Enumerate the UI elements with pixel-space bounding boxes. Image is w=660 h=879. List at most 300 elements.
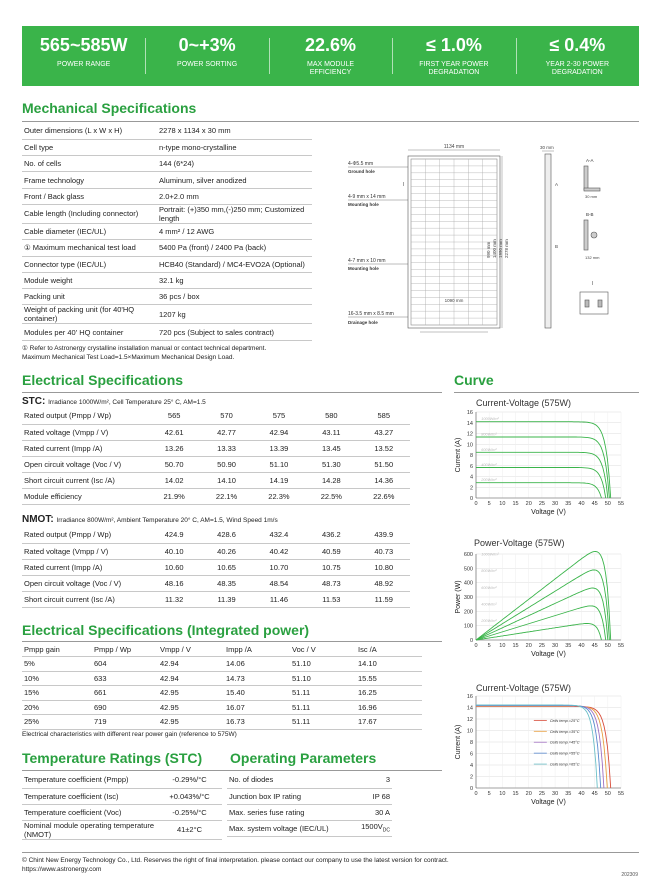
table-cell: 51.10	[253, 456, 305, 472]
table-cell: 719	[92, 715, 158, 730]
table-cell: Frame technology	[22, 172, 157, 188]
x-tick-label: 40	[578, 643, 585, 649]
x-axis-label: Voltage (V)	[531, 509, 566, 516]
table-cell: 42.61	[148, 424, 200, 440]
table-row	[22, 324, 312, 340]
x-axis-label: Voltage (V)	[531, 799, 566, 806]
y-tick-label: 600	[463, 552, 473, 558]
nmot-heading: NMOT: Irradiance 800W/m², Ambient Temperature 20° C, AM=1.5, Wind Speed 1m/s	[22, 514, 278, 525]
series-label: Cells temp.=25°C	[549, 718, 580, 723]
mechanical-drawing	[330, 140, 640, 340]
temp-title: Temperature Ratings (STC)	[22, 750, 203, 766]
table-row	[22, 204, 312, 223]
table-cell: 36 pcs / box	[157, 289, 312, 305]
nmot-table	[22, 527, 410, 608]
table-cell: 22.5%	[305, 488, 357, 504]
y-axis-label: Current (A)	[455, 724, 462, 760]
table-cell: Modules per 40' HQ container	[22, 324, 157, 340]
table-cell: 40.73	[358, 543, 410, 559]
x-tick-label: 25	[538, 643, 545, 649]
table-cell: 48.35	[200, 575, 252, 591]
table-cell: 20%	[22, 700, 92, 715]
table-cell: 5400 Pa (front) / 2400 Pa (back)	[157, 240, 312, 256]
table-row	[22, 642, 422, 657]
series-label: Cells temp.=65°C	[549, 762, 580, 767]
drawing-label: 16-3.5 mm x 8.5 mm	[348, 311, 394, 317]
iv-chart-irradiance	[450, 408, 635, 520]
table-row	[22, 657, 422, 672]
footer: © Chint New Energy Technology Co., Ltd. Reserves the right of final interpretation. please contact our company to use the latest version for contract. https://www.astronergy.com	[22, 857, 449, 873]
height-dim: 990 mm	[486, 241, 491, 258]
table-cell: 15.40	[224, 686, 290, 701]
y-tick-label: 0	[469, 786, 473, 792]
table-cell: Packing unit	[22, 289, 157, 305]
table-cell: 10.65	[200, 559, 252, 575]
table-row	[22, 123, 312, 139]
table-cell: 42.95	[158, 715, 224, 730]
x-tick-label: 10	[499, 791, 506, 797]
table-cell: -0.29%/°C	[157, 772, 222, 788]
bottom-dim: 1090 mm	[444, 298, 464, 303]
table-cell: Aluminum, silver anodized	[157, 172, 312, 188]
series-line	[476, 706, 611, 788]
table-cell: 580	[305, 408, 357, 424]
table-cell: 41±2°C	[157, 820, 222, 839]
table-cell: Portrait: (+)350 mm,(-)250 mm; Customized length	[157, 204, 312, 223]
table-cell: ① Maximum mechanical test load	[22, 240, 157, 256]
table-row	[22, 408, 410, 424]
table-cell: 14.10	[200, 472, 252, 488]
table-cell: 22.6%	[358, 488, 410, 504]
y-tick-label: 6	[469, 463, 473, 470]
table-cell: Vmpp / V	[158, 642, 224, 657]
height-dim: 1990 mm	[498, 239, 503, 258]
series-label: 800W/m²	[481, 432, 497, 437]
table-row	[22, 256, 312, 272]
table-cell: 51.10	[290, 657, 356, 672]
section-b: B-B	[586, 212, 594, 217]
x-tick-label: 20	[525, 791, 532, 797]
table-cell: 50.90	[200, 456, 252, 472]
table-cell: 14.36	[358, 472, 410, 488]
table-cell: Open circuit voltage (Voc / V)	[22, 456, 148, 472]
table-cell: 4 mm² / 12 AWG	[157, 223, 312, 239]
x-tick-label: 35	[565, 501, 572, 507]
table-cell: Cell type	[22, 139, 157, 155]
x-tick-label: 55	[617, 501, 625, 507]
drawing-label: Drainage hole	[348, 320, 378, 325]
x-tick-label: 40	[578, 501, 585, 507]
table-cell: 16.73	[224, 715, 290, 730]
table-cell: 42.94	[253, 424, 305, 440]
integ-table	[22, 642, 422, 730]
table-cell: 565	[148, 408, 200, 424]
y-tick-label: 4	[469, 763, 473, 769]
table-cell: 432.4	[253, 527, 305, 543]
elec-title: Electrical Specifications	[22, 372, 184, 388]
x-axis-label: Voltage (V)	[531, 651, 566, 658]
table-row	[22, 575, 410, 591]
table-row	[227, 804, 392, 820]
table-cell: 11.46	[253, 591, 305, 607]
x-tick-label: 45	[591, 643, 598, 649]
table-cell: 22.1%	[200, 488, 252, 504]
x-tick-label: 40	[578, 791, 585, 797]
table-cell: 14.02	[148, 472, 200, 488]
table-row	[22, 488, 410, 504]
table-row	[22, 700, 422, 715]
y-tick-label: 0	[469, 496, 473, 502]
x-tick-label: 25	[538, 791, 545, 797]
table-cell: Cable length (Including connector)	[22, 204, 157, 223]
y-axis-label: Current (A)	[455, 437, 462, 473]
y-tick-label: 300	[463, 595, 473, 601]
mark-i: I	[403, 182, 405, 188]
x-tick-label: 5	[487, 501, 491, 507]
table-row	[22, 472, 410, 488]
table-cell: Module efficiency	[22, 488, 148, 504]
integ-title: Electrical Specifications (Integrated power)	[22, 622, 310, 638]
table-cell: 30 A	[347, 804, 392, 820]
series-label: 200W/m²	[481, 478, 497, 483]
table-cell: No. of diodes	[227, 772, 347, 788]
table-cell: 51.10	[290, 671, 356, 686]
y-tick-label: 400	[463, 580, 473, 587]
table-cell: 42.95	[158, 700, 224, 715]
table-cell: 436.2	[305, 527, 357, 543]
table-cell: 439.9	[358, 527, 410, 543]
table-row	[22, 804, 222, 820]
table-row	[22, 188, 312, 204]
table-cell: 14.10	[356, 657, 422, 672]
table-cell: HCB40 (Standard) / MC4-EVO2A (Optional)	[157, 256, 312, 272]
iv-chart-temperature	[450, 692, 635, 810]
x-tick-label: 30	[552, 643, 559, 649]
table-cell: No. of cells	[22, 156, 157, 172]
table-cell: Module weight	[22, 272, 157, 288]
banner-cell: ≤ 0.4% YEAR 2-30 POWER DEGRADATION	[516, 26, 639, 86]
table-cell: Temperature coefficient (Pmpp)	[22, 772, 157, 788]
x-tick-label: 50	[604, 643, 611, 649]
series-label: 600W/m²	[481, 585, 497, 590]
table-cell: Connector type (IEC/UL)	[22, 256, 157, 272]
x-tick-label: 0	[474, 791, 478, 797]
table-cell: 42.77	[200, 424, 252, 440]
chart-title: Current-Voltage (575W)	[476, 398, 572, 408]
y-tick-label: 12	[466, 431, 473, 438]
table-cell: Impp /A	[224, 642, 290, 657]
website-link[interactable]: https://www.astronergy.com	[22, 866, 102, 873]
drawing-label: 4-Φ5.5 mm	[348, 161, 374, 167]
series-line	[476, 483, 602, 498]
table-cell: 144 (6*24)	[157, 156, 312, 172]
table-row	[22, 772, 222, 788]
pv-chart-irradiance	[450, 550, 635, 662]
table-row	[22, 671, 422, 686]
table-cell: 13.39	[253, 440, 305, 456]
table-cell: 40.10	[148, 543, 200, 559]
mark-a: A	[555, 182, 559, 187]
y-tick-label: 500	[463, 566, 473, 573]
table-row	[22, 172, 312, 188]
series-label: 200W/m²	[481, 619, 497, 624]
x-tick-label: 35	[565, 643, 572, 649]
y-tick-label: 6	[469, 751, 473, 758]
doc-code: 202309	[621, 872, 638, 878]
banner-cell: 22.6% MAX MODULE EFFICIENCY	[269, 26, 392, 86]
x-tick-label: 55	[617, 791, 625, 797]
x-tick-label: 10	[499, 501, 506, 507]
table-cell: 16.96	[356, 700, 422, 715]
drawing-label: 4-9 mm x 14 mm	[348, 194, 386, 200]
chart-title: Power-Voltage (575W)	[474, 538, 565, 548]
drawing-label: 4-7 mm x 10 mm	[348, 258, 386, 264]
series-label: 400W/m²	[481, 462, 497, 467]
table-cell: Short circuit current (Isc /A)	[22, 591, 148, 607]
table-cell: 48.92	[358, 575, 410, 591]
curve-title: Curve	[454, 372, 494, 388]
banner-cell: ≤ 1.0% FIRST YEAR POWER DEGRADATION	[392, 26, 515, 86]
y-tick-label: 2	[469, 485, 473, 492]
table-cell: 50.70	[148, 456, 200, 472]
table-cell: 25%	[22, 715, 92, 730]
integ-note: Electrical characteristics with different rear power gain (reference to 575W)	[22, 731, 237, 738]
table-row	[22, 440, 410, 456]
y-tick-label: 12	[466, 717, 473, 723]
series-label: 1000W/m²	[481, 552, 499, 557]
table-row	[22, 156, 312, 172]
x-tick-label: 50	[604, 791, 611, 797]
table-cell: 51.11	[290, 700, 356, 715]
table-cell: 13.45	[305, 440, 357, 456]
table-cell: 40.26	[200, 543, 252, 559]
table-cell: 15.55	[356, 671, 422, 686]
table-cell: 10.70	[253, 559, 305, 575]
depth-dim: 30 mm	[540, 145, 554, 150]
table-cell: 570	[200, 408, 252, 424]
dim-b: 132 mm	[585, 255, 600, 260]
stc-table	[22, 408, 410, 505]
x-tick-label: 5	[487, 791, 491, 797]
table-cell: 17.67	[356, 715, 422, 730]
x-tick-label: 5	[487, 643, 491, 649]
table-cell: 10.75	[305, 559, 357, 575]
x-tick-label: 45	[591, 501, 598, 507]
table-cell: $1500V_{DC}$	[347, 820, 392, 836]
table-row	[22, 591, 410, 607]
table-cell: 633	[92, 671, 158, 686]
x-tick-label: 20	[525, 643, 532, 649]
y-tick-label: 8	[469, 453, 473, 459]
stc-heading: STC: Irradiance 1000W/m², Cell Temperature 25° C, AM=1.5	[22, 396, 206, 407]
y-tick-label: 16	[466, 410, 473, 416]
table-cell: Temperature coefficient (Isc)	[22, 788, 157, 804]
dim-a: 30 mm	[585, 194, 598, 199]
table-cell: 5%	[22, 657, 92, 672]
table-cell: 3	[347, 772, 392, 788]
table-cell: 51.11	[290, 686, 356, 701]
drawing-label: Ground hole	[348, 169, 375, 174]
x-tick-label: 45	[591, 791, 598, 797]
table-cell: 48.73	[305, 575, 357, 591]
table-cell: 14.06	[224, 657, 290, 672]
series-label: 600W/m²	[481, 447, 497, 452]
table-cell: 2278 x 1134 x 30 mm	[157, 123, 312, 139]
table-cell: 21.9%	[148, 488, 200, 504]
x-tick-label: 15	[512, 791, 519, 797]
table-cell: 575	[253, 408, 305, 424]
table-cell: Pmpp gain	[22, 642, 92, 657]
mark-b: B	[555, 244, 559, 249]
table-cell: Outer dimensions (L x W x H)	[22, 123, 157, 139]
table-cell: Rated current (Impp /A)	[22, 559, 148, 575]
table-cell: Voc / V	[290, 642, 356, 657]
table-cell: 40.42	[253, 543, 305, 559]
table-cell: Rated current (Impp /A)	[22, 440, 148, 456]
y-axis-label: Power (W)	[455, 580, 462, 614]
table-cell: 604	[92, 657, 158, 672]
series-label: Cells temp.=55°C	[549, 751, 580, 756]
table-cell: Rated voltage (Vmpp / V)	[22, 424, 148, 440]
table-cell: 16.25	[356, 686, 422, 701]
chart-title: Current-Voltage (575W)	[476, 683, 572, 693]
table-cell: Cable diameter (IEC/UL)	[22, 223, 157, 239]
table-row	[22, 272, 312, 288]
table-cell: Weight of packing unit (for 40'HQ container)	[22, 305, 157, 324]
x-tick-label: 0	[474, 643, 478, 649]
table-cell: 51.11	[290, 715, 356, 730]
table-cell: 11.59	[358, 591, 410, 607]
drawing-label: Mounting hole	[348, 202, 379, 207]
table-row	[22, 559, 410, 575]
y-tick-label: 200	[463, 609, 473, 616]
table-cell: 13.52	[358, 440, 410, 456]
table-row	[22, 424, 410, 440]
section-a: A-A	[586, 158, 594, 163]
table-cell: Front / Back glass	[22, 188, 157, 204]
x-tick-label: 30	[552, 501, 559, 507]
table-cell: Max. system voltage (IEC/UL)	[227, 820, 347, 836]
table-cell: 10.80	[358, 559, 410, 575]
y-tick-label: 100	[463, 623, 473, 630]
series-label: 800W/m²	[481, 569, 497, 574]
table-cell: 14.28	[305, 472, 357, 488]
table-row	[22, 686, 422, 701]
table-cell: 10.60	[148, 559, 200, 575]
table-row	[22, 223, 312, 239]
x-tick-label: 0	[474, 501, 478, 507]
table-cell: 585	[358, 408, 410, 424]
series-label: Cells temp.=35°C	[549, 729, 580, 734]
table-row	[22, 527, 410, 543]
table-cell: IP 68	[347, 788, 392, 804]
table-cell: 690	[92, 700, 158, 715]
y-tick-label: 10	[466, 728, 473, 735]
table-cell: 32.1 kg	[157, 272, 312, 288]
x-tick-label: 35	[565, 791, 572, 797]
mech-title: Mechanical Specifications	[22, 100, 197, 116]
table-cell: 13.33	[200, 440, 252, 456]
dc-subscript: DC	[382, 827, 390, 834]
banner-cell: 0~+3% POWER SORTING	[145, 26, 268, 86]
series-label: Cells temp.=45°C	[549, 740, 580, 745]
table-cell: n-type mono-crystalline	[157, 139, 312, 155]
table-cell: 43.27	[358, 424, 410, 440]
table-cell: 42.94	[158, 657, 224, 672]
y-tick-label: 14	[466, 420, 473, 427]
height-dim: 1400 mm	[492, 239, 497, 258]
y-tick-label: 14	[466, 705, 473, 712]
spec-banner	[22, 26, 639, 86]
table-cell: Pmpp / Wp	[92, 642, 158, 657]
table-row	[227, 820, 392, 836]
x-tick-label: 15	[512, 643, 519, 649]
table-cell: 661	[92, 686, 158, 701]
table-cell: Temperature coefficient (Voc)	[22, 804, 157, 820]
table-cell: 11.39	[200, 591, 252, 607]
table-cell: 48.16	[148, 575, 200, 591]
mech-note: ① Refer to Astronergy crystalline installation manual or contact technical department. Maximum Mechanical Test Load=1.5×Maximum Mechanical Design Load.	[22, 345, 267, 361]
table-cell: 10%	[22, 671, 92, 686]
mech-table	[22, 123, 312, 341]
table-row	[227, 772, 392, 788]
table-cell: 428.6	[200, 527, 252, 543]
table-cell: +0.043%/°C	[157, 788, 222, 804]
table-cell: Open circuit voltage (Voc / V)	[22, 575, 148, 591]
table-cell: 1207 kg	[157, 305, 312, 324]
table-row	[22, 139, 312, 155]
series-line	[476, 552, 611, 641]
height-dim: 2278 mm	[504, 239, 509, 258]
table-cell: 51.30	[305, 456, 357, 472]
table-cell: Rated output (Pmpp / Wp)	[22, 408, 148, 424]
table-cell: Junction box IP rating	[227, 788, 347, 804]
banner-cell: 565~585W POWER RANGE	[39, 35, 128, 68]
x-tick-label: 20	[525, 501, 532, 507]
y-tick-label: 8	[469, 740, 473, 746]
table-cell: 22.3%	[253, 488, 305, 504]
table-row	[22, 456, 410, 472]
table-cell: 14.19	[253, 472, 305, 488]
table-cell: Rated output (Pmpp / Wp)	[22, 527, 148, 543]
y-tick-label: 0	[469, 638, 473, 644]
table-cell: 11.32	[148, 591, 200, 607]
table-cell: 11.53	[305, 591, 357, 607]
drawing-label: Mounting hole	[348, 266, 379, 271]
x-tick-label: 30	[552, 791, 559, 797]
x-tick-label: 10	[499, 643, 506, 649]
table-cell: 42.94	[158, 671, 224, 686]
series-line	[476, 705, 601, 788]
mark-i-detail: I	[592, 281, 594, 287]
series-line	[476, 706, 607, 788]
y-tick-label: 2	[469, 774, 473, 781]
table-row	[227, 788, 392, 804]
table-row	[22, 543, 410, 559]
temp-table	[22, 772, 222, 840]
table-cell: 14.73	[224, 671, 290, 686]
table-cell: 720 pcs (Subject to sales contract)	[157, 324, 312, 340]
table-cell: 42.95	[158, 686, 224, 701]
table-row	[22, 305, 312, 324]
oper-title: Operating Parameters	[230, 750, 377, 766]
table-row	[22, 715, 422, 730]
table-cell: 15%	[22, 686, 92, 701]
y-tick-label: 10	[466, 442, 473, 449]
y-tick-label: 4	[469, 474, 473, 481]
table-cell: Short circuit current (Isc /A)	[22, 472, 148, 488]
table-cell: Nominal module operating temperature (NMOT)	[22, 820, 157, 839]
